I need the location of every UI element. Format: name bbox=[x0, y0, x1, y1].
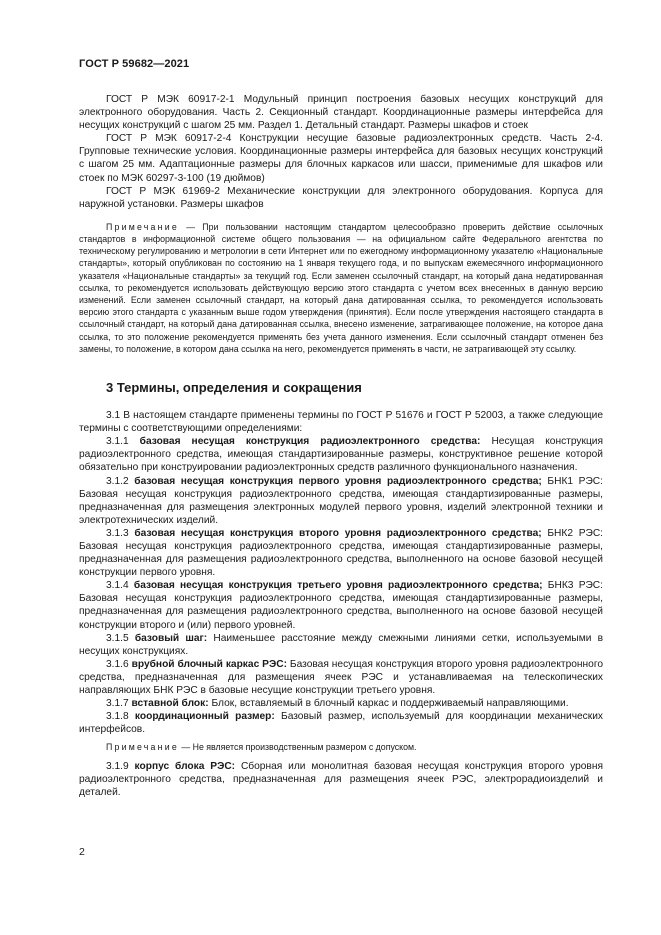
term-definition bbox=[79, 697, 603, 710]
term-number: 3.1.3 bbox=[106, 527, 135, 539]
term-number: 3.1.4 bbox=[106, 580, 134, 592]
term-definition bbox=[79, 760, 603, 799]
note-label: Примечание bbox=[106, 742, 179, 753]
term-name: координационный размер: bbox=[134, 711, 275, 723]
term-def: Базовый размер, используемый для координации механических интерфейсов. bbox=[79, 711, 604, 736]
term-number: 3.1.9 bbox=[106, 760, 135, 772]
reference-item: ГОСТ Р МЭК 60917-2-4 Конструкции несущие базовые радиоэлектронных средств. Часть 2-4. Групповые технические условия. Координационные размеры интерфейса для базовых несущих конструкций с шагом 25 мм. Адаптационные размеры для блочных каркасов или шасси, применимые для шкафов или стоек по МЭК 60297-3-100 (19 дюймов) bbox=[79, 133, 603, 184]
term-def: Несущая конструкция радиоэлектронного средства, имеющая стандартизированные размеры, конструктивное решение которой обязательно при конструировании радиоэлектронных средств различного функционального назначения. bbox=[79, 436, 603, 474]
reference-item: ГОСТ Р МЭК 61969-2 Механические конструкции для электронного оборудования. Корпуса для наружной установки. Размеры шкафов bbox=[79, 185, 603, 210]
note-label: Примечание bbox=[106, 221, 179, 232]
term-number: 3.1.2 bbox=[106, 475, 135, 487]
note-paragraph bbox=[79, 741, 603, 753]
section-intro: 3.1 В настоящем стандарте применены термины по ГОСТ Р 51676 и ГОСТ Р 52003, а также следующие термины с соответствующими определениями: bbox=[79, 410, 603, 435]
term-definition bbox=[79, 527, 603, 579]
term-def: БНК1 РЭС: Базовая несущая конструкция радиоэлектронного средства, имеющая стандартизированные размеры, предназначенная для размещения электронных модулей первого уровня, изделий электронной техники и электротехнических изделий. bbox=[79, 475, 603, 526]
term-name: базовая несущая конструкция радиоэлектронного средства: bbox=[139, 436, 481, 448]
reference-item: ГОСТ Р МЭК 60917-2-1 Модульный принцип построения базовых несущих конструкций для электронного оборудования. Часть 2. Секционный стандарт. Координационные размеры интерфейса для несущих конструкций с шагом 25 мм. Раздел 1. Детальный стандарт. Размеры шкафов и стоек bbox=[79, 94, 603, 132]
term-definition bbox=[79, 710, 603, 736]
page-content bbox=[79, 93, 603, 799]
term-number: 3.1.7 bbox=[106, 698, 132, 710]
term-name: врубной блочный каркас РЭС: bbox=[131, 658, 287, 670]
page-number: 2 bbox=[79, 846, 85, 858]
note-text: — Не является производственным размером с допуском. bbox=[178, 742, 417, 753]
term-number: 3.1.5 bbox=[106, 632, 135, 644]
term-name: корпус блока РЭС: bbox=[134, 760, 236, 772]
term-number: 3.1.6 bbox=[106, 658, 132, 670]
term-def: Наименьшее расстояние между смежными линиями сетки, используемыми в несущих конструкциях. bbox=[79, 632, 603, 657]
term-definition bbox=[79, 435, 603, 474]
note-text: — При пользовании настоящим стандартом целесообразно проверить действие ссылочных стандартов в информационной системе общего пользования — на официальном сайте Федерального агентства по техническому регулированию и метрологии в сети Интернет или по ежегодному информационному указателю «Национальные стандарты», который опубликован по состоянию на 1 января текущего года, и по выпускам ежемесячного информационного указателя «Национальные стандарты» за текущий год. Если заменен ссылочный стандарт, на который дана недатированная ссылка, то рекомендуется использовать действующую версию этого стандарта с учетом всех внесенных в данную версию изменений. Если заменен ссылочный стандарт, на который дана датированная ссылка, то рекомендуется использовать версию этого стандарта с указанным выше годом утверждения (принятия). Если после утверждения настоящего стандарта в ссылочный стандарт, на который дана датированная ссылка, внесено изменение, затрагивающее положение, на которое дана ссылка, то это положение рекомендуется применять без учета данного изменения. Если ссылочный стандарт отменен без замены, то положение, в котором дана ссылка на него, рекомендуется применять в части, не затрагивающей эту ссылку. bbox=[79, 221, 603, 354]
term-name: базовая несущая конструкция первого уровня радиоэлектронного средства; bbox=[134, 475, 542, 487]
term-name: базовый шаг: bbox=[134, 632, 208, 644]
term-def: БНК3 РЭС: Базовая несущая конструкция радиоэлектронного средства, имеющая стандартизированные размеры, предназначенная для размещения радиоэлектронного средства, выполненного на основе базовой несущей конструкции второго и (или) первого уровней. bbox=[79, 580, 603, 631]
references-list bbox=[79, 93, 603, 211]
term-number: 3.1.8 bbox=[106, 711, 135, 723]
term-name: вставной блок: bbox=[131, 698, 209, 710]
term-name: базовая несущая конструкция второго уровня радиоэлектронного средства; bbox=[134, 527, 542, 539]
term-definition bbox=[79, 579, 603, 631]
note-paragraph bbox=[79, 221, 603, 355]
term-def: Базовая несущая конструкция второго уровня радиоэлектронного средства, предназначенная для размещения ячеек РЭС и устанавливаемая на телескопических направляющих БНК РЭС в базовые несущие конструкции третьего уровня. bbox=[79, 658, 603, 697]
term-def: Сборная или монолитная базовая несущая конструкция второго уровня радиоэлектронного средства, предназначенная для размещения ячеек РЭС, электрорадиоизделий и деталей. bbox=[79, 760, 603, 798]
term-name: базовая несущая конструкция третьего уровня радиоэлектронного средства; bbox=[133, 580, 543, 592]
term-number: 3.1.1 bbox=[106, 436, 140, 448]
document-header: ГОСТ Р 59682—2021 bbox=[79, 58, 190, 70]
term-definition bbox=[79, 632, 603, 658]
term-def: БНК2 РЭС: Базовая несущая конструкция радиоэлектронного средства, имеющая стандартизированные размеры, предназначенная для размещения радиоэлектронного средства, выполненного на основе базовой несущей конструкции первого уровня. bbox=[79, 527, 604, 579]
term-definition bbox=[79, 658, 603, 697]
term-def: Блок, вставляемый в блочный каркас и поддерживаемый направляющими. bbox=[208, 698, 569, 710]
term-definition bbox=[79, 475, 603, 527]
section-title: 3 Термины, определения и сокращения bbox=[106, 380, 362, 396]
